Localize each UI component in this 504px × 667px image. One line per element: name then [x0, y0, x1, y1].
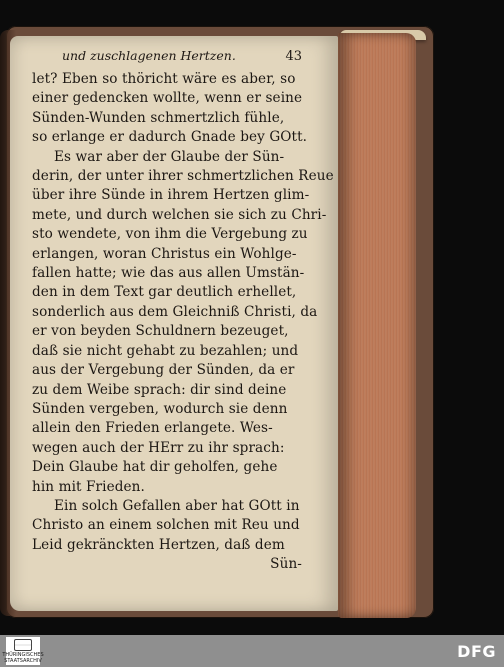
- text-line: derin, der unter ihrer schmertzlichen Reue: [32, 168, 334, 185]
- body-text: [32, 70, 334, 575]
- text-line: einer gedencken wollte, wenn er seine: [32, 90, 303, 107]
- text-line: aus der Vergebung der Sünden, da er: [32, 362, 295, 379]
- catchword: Sün-: [270, 556, 302, 573]
- text-line: Leid gekränckten Hertzen, daß dem: [32, 536, 285, 553]
- text-line: Sünden-Wunden schmertzlich fühle,: [32, 109, 285, 126]
- text-line: let? Eben so thöricht wäre es aber, so: [32, 71, 296, 87]
- text-line: über ihre Sünde in ihrem Hertzen glim-: [32, 187, 310, 204]
- text-line: fallen hatte; wie das aus allen Umstän-: [32, 265, 305, 282]
- text-line: erlangen, woran Christus ein Wohlge-: [32, 245, 297, 262]
- text-line: sonderlich aus dem Gleichniß Christi, da: [32, 303, 318, 320]
- running-title: und zuschlagenen Hertzen.: [62, 48, 236, 63]
- text-line: wegen auch der HErr zu ihr sprach:: [32, 439, 285, 456]
- text-line: so erlange er dadurch Gnade bey GOtt.: [32, 129, 308, 146]
- text-line: zu dem Weibe sprach: dir sind deine: [32, 381, 287, 398]
- text-line: Christo an einem solchen mit Reu und: [32, 517, 300, 534]
- running-header: [62, 48, 302, 64]
- text-line: den in dem Text gar deutlich erhellet,: [32, 284, 297, 301]
- text-line: hin mit Frieden.: [32, 478, 145, 495]
- text-line: allein den Frieden erlangete. Wes-: [32, 420, 273, 437]
- text-line: Dein Glaube hat dir geholfen, gehe: [32, 459, 278, 476]
- text-line: mete, und durch welchen sie sich zu Chri-: [32, 206, 327, 223]
- text-line: daß sie nicht gehabt zu bezahlen; und: [32, 342, 299, 359]
- archive-logo-icon: [14, 639, 32, 651]
- page-number: 43: [285, 49, 302, 64]
- text-line: sto wendete, von ihm die Vergebung zu: [32, 226, 308, 243]
- archive-logo[interactable]: [2, 637, 44, 665]
- text-line: Sünden vergeben, wodurch sie denn: [32, 400, 288, 417]
- page-edges: [338, 33, 416, 618]
- viewer-footer: [0, 635, 504, 667]
- archive-logo-caption: THÜRINGISCHES STAATSARCHIV: [2, 652, 44, 664]
- text-line: Ein solch Gefallen aber hat GOtt in: [54, 497, 300, 514]
- text-line: er von beyden Schuldnern bezeuget,: [32, 323, 289, 340]
- text-lines: [32, 70, 334, 575]
- dfg-logo[interactable]: DFG: [457, 641, 496, 661]
- text-line: Es war aber der Glaube der Sün-: [54, 148, 285, 165]
